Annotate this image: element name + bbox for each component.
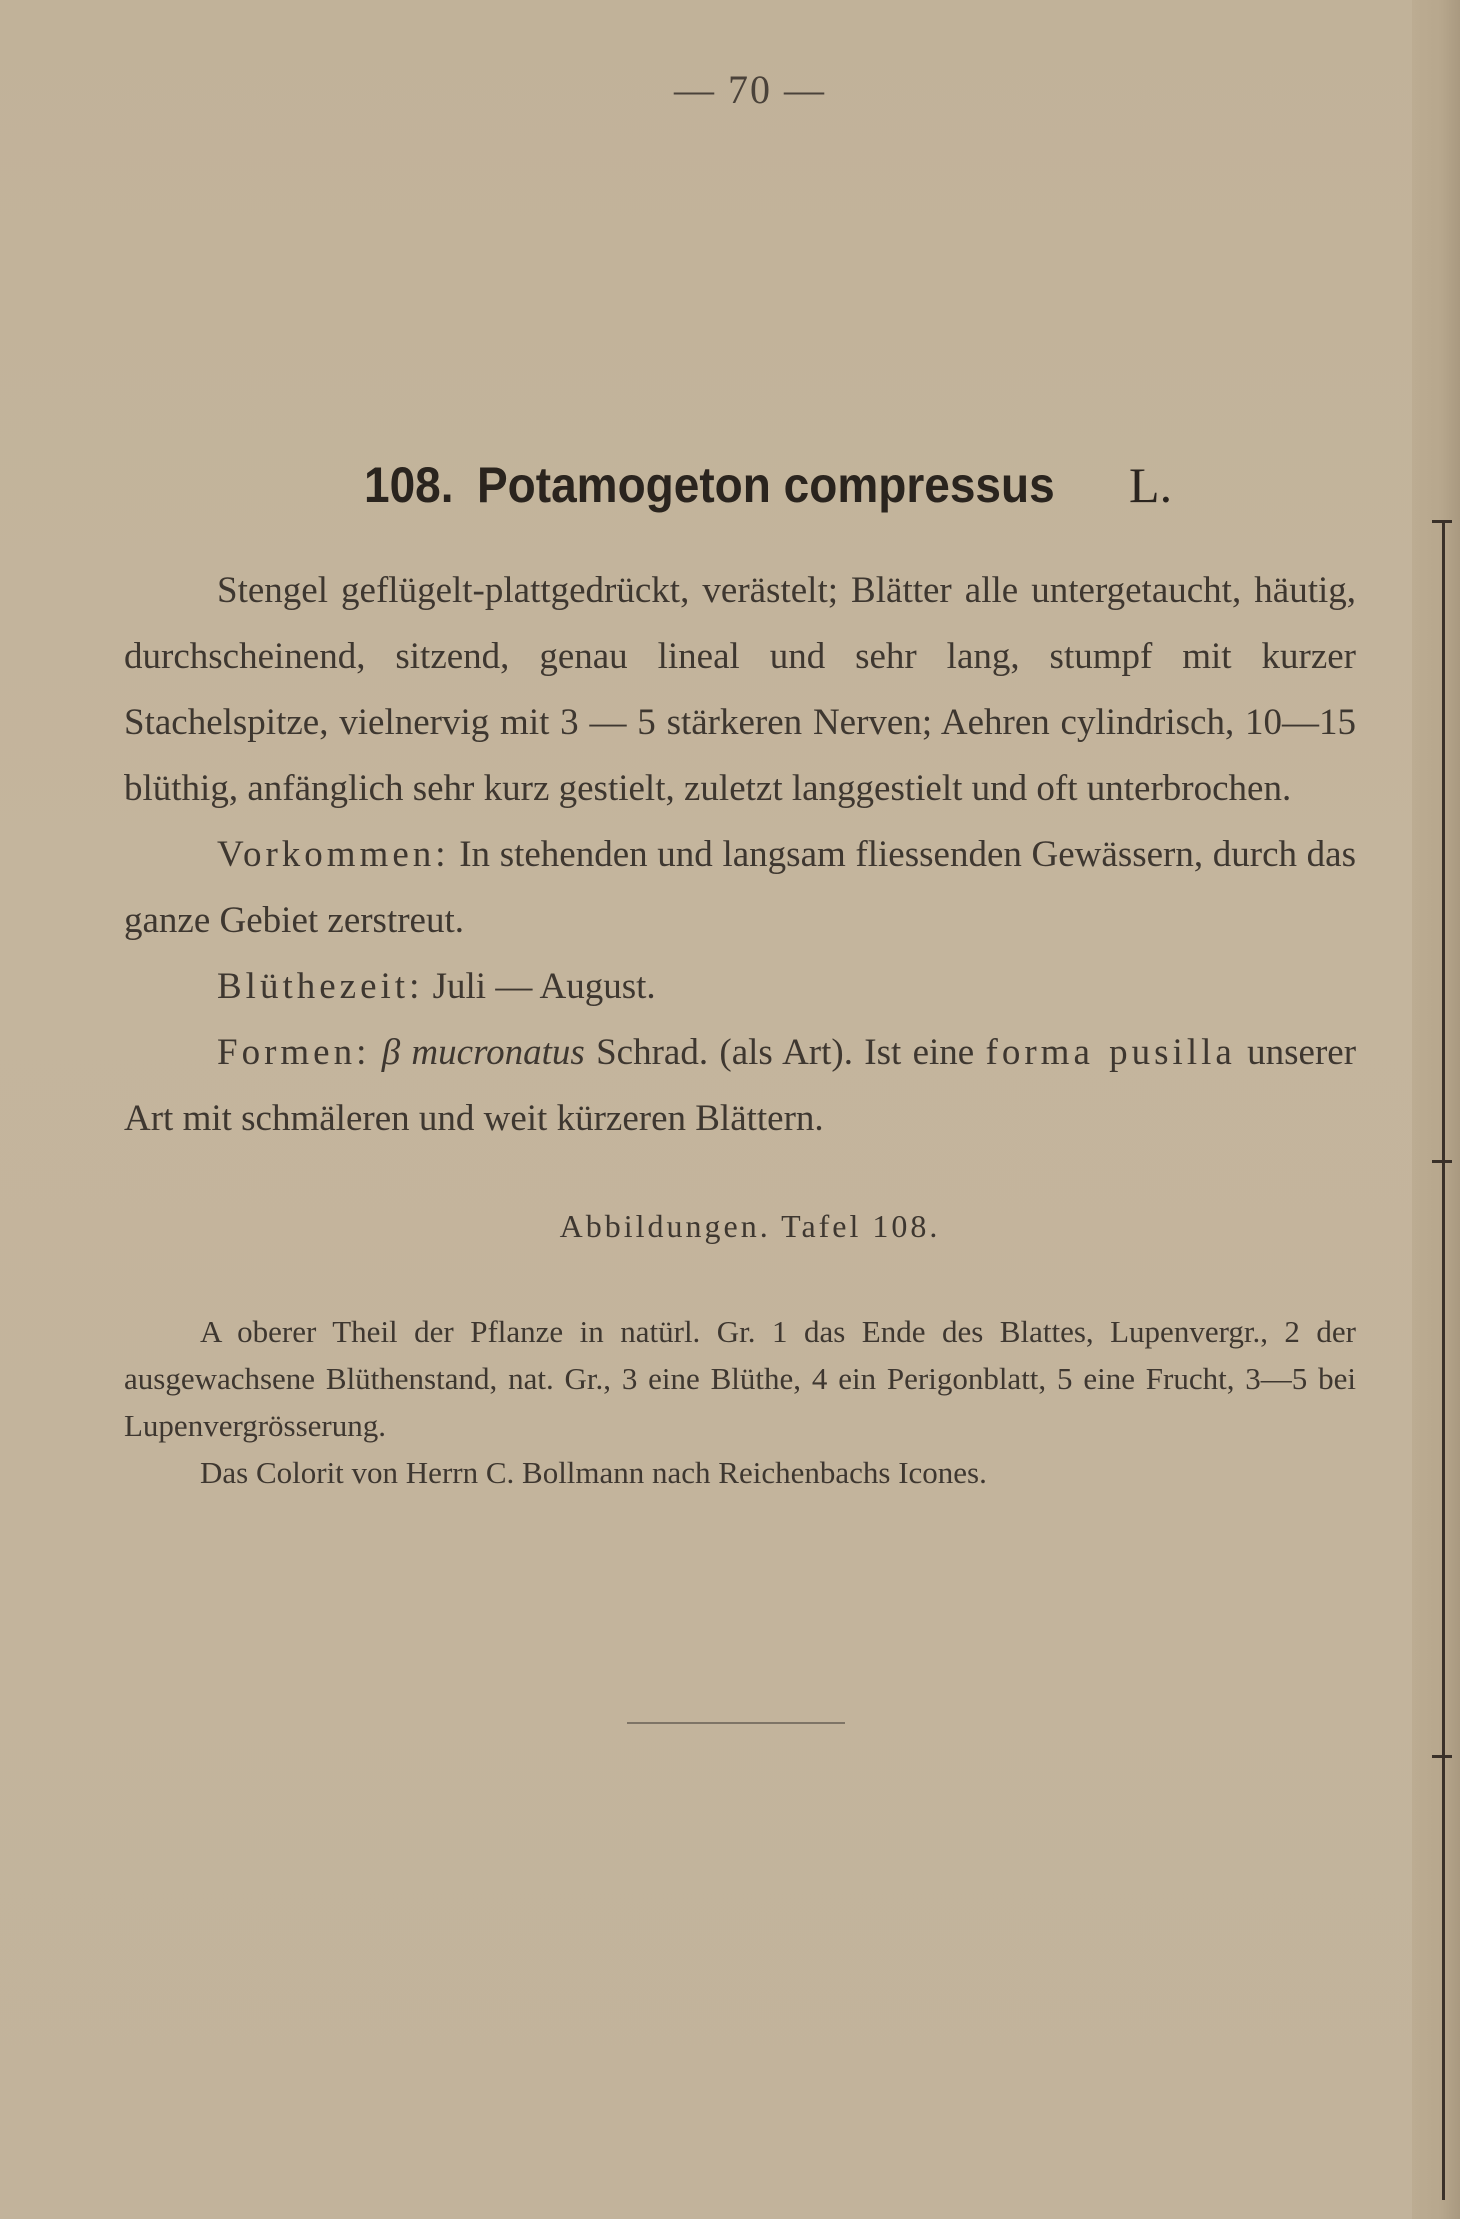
- species-number: 108.: [364, 457, 454, 513]
- binding-line: [1442, 520, 1445, 2200]
- bottom-rule: [627, 1722, 845, 1724]
- flowering-label: Blüthezeit:: [217, 966, 424, 1007]
- forms-paragraph: [124, 1020, 1356, 1152]
- binding-tick: [1432, 1755, 1452, 1758]
- binding-tick: [1432, 520, 1452, 523]
- species-name: Potamogeton compressus: [477, 457, 1055, 513]
- description-paragraph: Stengel geflügelt-plattgedrückt, verästelt; Blätter alle untergetaucht, häutig, durchscheinend, sitzend, genau lineal und sehr lang, stumpf mit kurzer Stachelspitze, vielnervig mit 3 — 5 stärkeren Nerven; Aehren cylindrisch, 10—15 blüthig, anfänglich sehr kurz gestielt, zuletzt langgestielt und oft unterbrochen.: [124, 570, 1356, 809]
- page-number: — 70 —: [674, 67, 826, 112]
- occurrence-text: In stehenden und langsam fliessenden Gewässern, durch das ganze Gebiet zerstreut.: [124, 834, 1356, 941]
- flowering-paragraph: [124, 954, 1356, 1020]
- forms-label: Formen:: [217, 1032, 371, 1073]
- forms-variety: β mucronatus: [381, 1032, 585, 1073]
- illustrations-heading: Abbildungen. Tafel 108.: [559, 1208, 941, 1244]
- page-edge: [1412, 0, 1460, 2219]
- species-author: L.: [1129, 457, 1173, 513]
- illustrations-colorist: Das Colorit von Herrn C. Bollmann nach Reichenbachs Icones.: [200, 1455, 987, 1490]
- forms-text: Schrad. (als Art). Ist eine: [596, 1032, 975, 1073]
- species-title: [364, 456, 1172, 514]
- forms-text-end: unserer Art mit schmäleren und weit kürzeren Blättern.: [124, 1032, 1357, 1139]
- binding-tick: [1432, 1160, 1452, 1163]
- illustrations-legend: A oberer Theil der Pflanze in natürl. Gr. 1 das Ende des Blattes, Lupenvergr., 2 der ausgewachsene Blüthenstand, nat. Gr., 3 eine Blüthe, 4 ein Perigonblatt, 5 eine Frucht, 3—5 bei Lupenvergrösserung.: [124, 1314, 1356, 1443]
- illustrations-caption: [124, 1308, 1356, 1496]
- occurrence-label: Vorkommen:: [217, 834, 450, 875]
- occurrence-paragraph: [124, 822, 1356, 954]
- flowering-text: Juli — August.: [432, 966, 656, 1007]
- main-text: [124, 558, 1356, 1152]
- forms-forma: forma pusilla: [985, 1032, 1236, 1073]
